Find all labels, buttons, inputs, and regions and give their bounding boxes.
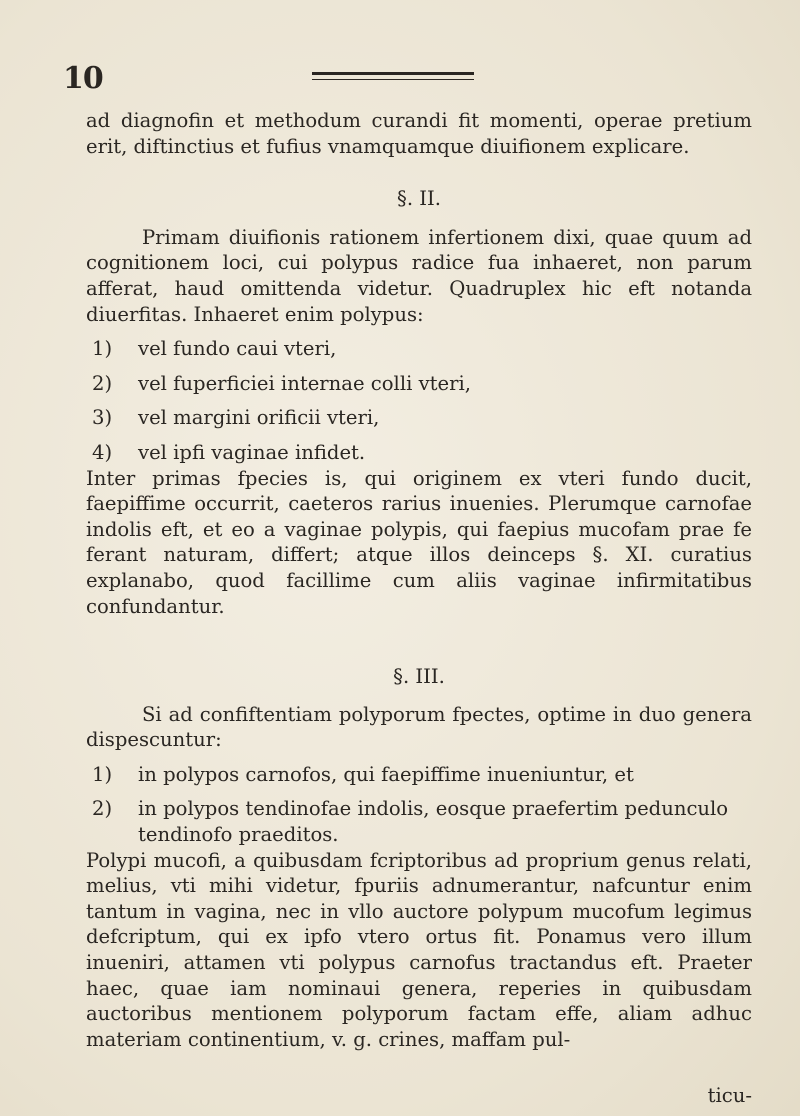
list-marker: 1) xyxy=(92,337,113,361)
paragraph-sec2-after: Inter primas fpecies is, qui originem ex vteri fundo ducit, faepiffime occurrit, caeteros rarius inuenies. Plerumque carnofae indolis eft, et eo a vaginae polypis, qui faepius mucofam prae fe ferant naturam, differt; atque illos deinceps §. XI. curatius explanabo, quod facillime cum aliis vaginae infirmitatibus confundantur. xyxy=(86,466,752,618)
section-heading-2: §. II. xyxy=(397,187,441,211)
paragraph-sec2-body: Primam diuifionis rationem infertionem dixi, quae quum ad cognitionem loci, cui polypus radice fua inhaeret, non parum afferat, haud omittenda videtur. Quadruplex hic eft notanda diuerfitas. Inhaeret enim polypus: xyxy=(86,225,752,326)
list-marker: 3) xyxy=(92,406,113,430)
list-item-text: vel margini orificii vteri, xyxy=(138,406,380,430)
paragraph-intro: ad diagnofin et methodum curandi fit momenti, operae pretium erit, diftinctius et fufius vnamquamque diuifionem explicare. xyxy=(86,109,752,158)
list-consistency-genera xyxy=(86,762,752,848)
list-marker: 1) xyxy=(92,762,113,786)
section-heading-3: §. III. xyxy=(393,665,445,689)
list-marker: 2) xyxy=(92,797,113,821)
list-item-text: vel ipfi vaginae infidet. xyxy=(138,440,366,464)
header-ornament-rule xyxy=(312,72,474,80)
list-item xyxy=(86,336,752,362)
list-marker: 4) xyxy=(92,440,113,464)
list-item-text: in polypos carnofos, qui faepiffime inueniuntur, et xyxy=(138,762,634,786)
list-insertion-sites xyxy=(86,336,752,465)
list-item xyxy=(86,440,752,466)
list-item xyxy=(86,762,752,788)
list-item xyxy=(86,405,752,431)
list-item-text: vel fundo caui vteri, xyxy=(138,337,337,361)
list-item-text: in polypos tendinofae indolis, eosque praefertim pedunculo tendinofo praeditos. xyxy=(138,797,729,847)
body-text xyxy=(86,108,752,1052)
catchword: ticu- xyxy=(707,1084,752,1107)
list-item-text: vel fuperficiei internae colli vteri, xyxy=(138,371,471,395)
paragraph-sec3-after: Polypi mucofi, a quibusdam fcriptoribus ad proprium genus relati, melius, vti mihi videtur, fpuriis adnumerantur, nafcuntur enim tantum in vagina, nec in vllo auctore polypum mucofum legimus defcriptum, qui ex ipfo vtero ortus fit. Ponamus vero illum inueniri, attamen vti polypus carnofus tractandus eft. Praeter haec, quae iam nominaui genera, reperies in quibusdam auctoribus mentionem polyporum factam effe, aliam adhuc materiam continentium, v. g. crines, maffam pul- xyxy=(86,848,752,1051)
list-item xyxy=(86,371,752,397)
paragraph-sec3-body: Si ad confiftentiam polyporum fpectes, optime in duo genera dispescuntur: xyxy=(86,702,752,752)
list-marker: 2) xyxy=(92,371,113,395)
page-number: 10 xyxy=(63,61,103,96)
list-item xyxy=(86,796,752,847)
